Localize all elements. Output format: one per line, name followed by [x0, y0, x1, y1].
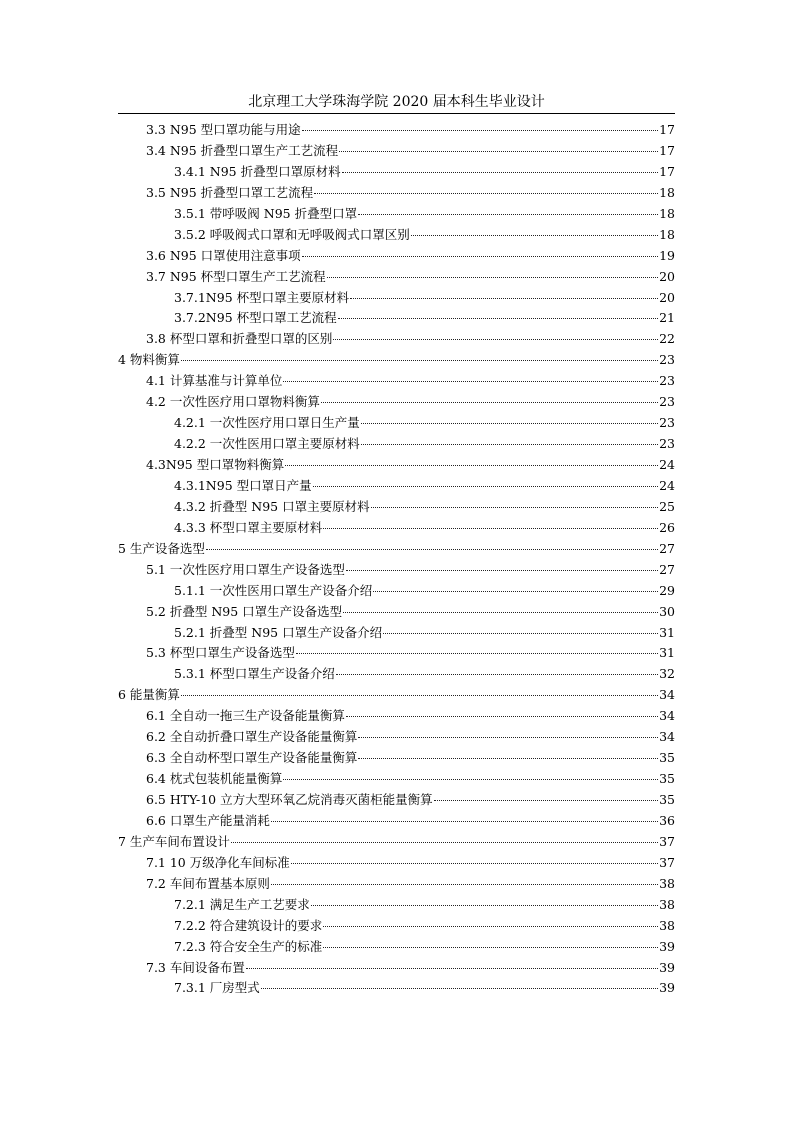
- toc-dot-leader: [323, 528, 658, 529]
- toc-dot-leader: [231, 842, 658, 843]
- toc-dot-leader: [358, 737, 658, 738]
- toc-dot-leader: [321, 402, 658, 403]
- toc-entry[interactable]: [118, 874, 675, 895]
- toc-entry-title: 3.8 杯型口罩和折叠型口罩的区别: [146, 331, 333, 347]
- toc-dot-leader: [383, 633, 658, 634]
- toc-entry[interactable]: [118, 769, 675, 790]
- toc-dot-leader: [336, 674, 658, 675]
- toc-entry[interactable]: [118, 329, 675, 350]
- toc-entry[interactable]: [118, 727, 675, 748]
- toc-entry[interactable]: [118, 120, 675, 141]
- toc-entry-title: 6.3 全自动杯型口罩生产设备能量衡算: [146, 750, 358, 766]
- toc-dot-leader: [323, 926, 658, 927]
- toc-entry-page-number: 34: [659, 729, 675, 745]
- toc-entry[interactable]: [118, 581, 675, 602]
- toc-dot-leader: [338, 318, 658, 319]
- toc-dot-leader: [323, 947, 658, 948]
- toc-entry-page-number: 19: [659, 247, 675, 263]
- toc-entry-page-number: 36: [659, 812, 675, 828]
- toc-entry[interactable]: [118, 267, 675, 288]
- toc-entry-page-number: 20: [659, 289, 675, 305]
- toc-entry-title: 5 生产设备选型: [118, 540, 205, 556]
- toc-dot-leader: [327, 277, 658, 278]
- toc-dot-leader: [350, 298, 658, 299]
- toc-dot-leader: [373, 591, 658, 592]
- toc-entry-page-number: 39: [659, 938, 675, 954]
- toc-entry-title: 5.1 一次性医疗用口罩生产设备选型: [146, 561, 345, 577]
- toc-entry-title: 6.6 口罩生产能量消耗: [146, 812, 270, 828]
- toc-dot-leader: [361, 423, 658, 424]
- toc-entry-page-number: 37: [659, 854, 675, 870]
- toc-entry-title: 4.3.1N95 型口罩日产量: [174, 477, 312, 493]
- toc-entry-title: 4.3.2 折叠型 N95 口罩主要原材料: [174, 498, 370, 514]
- toc-entry[interactable]: [118, 664, 675, 685]
- toc-entry-page-number: 27: [659, 561, 675, 577]
- toc-entry-title: 4.3N95 型口罩物料衡算: [146, 457, 285, 472]
- toc-entry-page-number: 35: [659, 792, 675, 807]
- toc-entry-page-number: 34: [659, 708, 675, 724]
- toc-dot-leader: [371, 507, 659, 508]
- toc-entry[interactable]: [118, 916, 675, 937]
- toc-entry[interactable]: [118, 183, 675, 204]
- toc-entry[interactable]: [118, 602, 675, 623]
- toc-dot-leader: [291, 863, 658, 864]
- toc-entry-title: 4.2 一次性医疗用口罩物料衡算: [146, 394, 320, 410]
- toc-entry[interactable]: [118, 162, 675, 183]
- toc-dot-leader: [181, 360, 658, 361]
- toc-entry-page-number: 39: [659, 980, 675, 996]
- toc-dot-leader: [302, 130, 658, 131]
- toc-dot-leader: [311, 905, 658, 906]
- toc-entry[interactable]: [118, 288, 675, 309]
- toc-dot-leader: [283, 381, 658, 382]
- toc-entry-page-number: 38: [659, 917, 675, 933]
- toc-dot-leader: [411, 235, 658, 236]
- toc-dot-leader: [261, 988, 658, 989]
- toc-dot-leader: [434, 800, 659, 801]
- toc-entry-title: 7.1 10 万级净化车间标准: [146, 854, 290, 870]
- toc-entry-page-number: 18: [659, 226, 675, 242]
- toc-entry-page-number: 20: [659, 268, 675, 284]
- toc-entry[interactable]: [118, 958, 675, 979]
- toc-entry[interactable]: [118, 434, 675, 455]
- toc-entry[interactable]: [118, 978, 675, 999]
- toc-dot-leader: [346, 570, 658, 571]
- toc-entry-title: 6.1 全自动一拖三生产设备能量衡算: [146, 708, 345, 724]
- toc-entry-page-number: 17: [659, 122, 675, 137]
- toc-entry-title: 3.7.1N95 杯型口罩主要原材料: [174, 289, 350, 305]
- toc-entry[interactable]: [118, 371, 675, 392]
- toc-entry[interactable]: [118, 539, 675, 560]
- toc-entry[interactable]: [118, 748, 675, 769]
- toc-entry[interactable]: [118, 246, 675, 267]
- toc-entry-page-number: 35: [659, 771, 675, 787]
- toc-entry-page-number: 32: [659, 666, 675, 682]
- toc-dot-leader: [246, 968, 658, 969]
- toc-entry-page-number: 31: [659, 624, 675, 640]
- toc-entry-title: 5.3.1 杯型口罩生产设备介绍: [174, 666, 335, 682]
- toc-entry-page-number: 38: [659, 875, 675, 891]
- toc-entry-title: 7.2.1 满足生产工艺要求: [174, 896, 310, 912]
- toc-dot-leader: [333, 339, 658, 340]
- toc-entry-title: 3.5.1 带呼吸阀 N95 折叠型口罩: [174, 205, 358, 221]
- table-of-contents: [118, 120, 675, 999]
- toc-entry-page-number: 34: [659, 687, 675, 703]
- toc-entry-title: 3.5.2 呼吸阀式口罩和无呼吸阀式口罩区别: [174, 226, 410, 242]
- toc-dot-leader: [271, 821, 658, 822]
- toc-entry[interactable]: [118, 392, 675, 413]
- toc-entry-title: 3.7 N95 杯型口罩生产工艺流程: [146, 268, 326, 284]
- toc-entry[interactable]: [118, 853, 675, 874]
- toc-entry[interactable]: [118, 643, 675, 664]
- toc-entry[interactable]: [118, 623, 675, 644]
- toc-entry-title: 7.3 车间设备布置: [146, 959, 245, 975]
- toc-entry-page-number: 29: [659, 582, 675, 598]
- toc-dot-leader: [285, 465, 658, 466]
- toc-entry-page-number: 24: [659, 457, 675, 472]
- toc-entry[interactable]: [118, 895, 675, 916]
- toc-entry-page-number: 18: [659, 205, 675, 221]
- toc-dot-leader: [339, 151, 658, 152]
- toc-entry-page-number: 24: [659, 477, 675, 493]
- toc-entry[interactable]: [118, 497, 675, 518]
- toc-entry-page-number: 18: [659, 184, 675, 200]
- toc-entry[interactable]: [118, 455, 675, 476]
- toc-entry[interactable]: [118, 413, 675, 434]
- toc-dot-leader: [346, 716, 658, 717]
- toc-entry[interactable]: [118, 811, 675, 832]
- toc-entry[interactable]: [118, 225, 675, 246]
- toc-dot-leader: [296, 653, 658, 654]
- toc-entry-title: 4.1 计算基准与计算单位: [146, 373, 283, 389]
- toc-entry-title: 6 能量衡算: [118, 687, 180, 703]
- toc-entry-title: 4.3.3 杯型口罩主要原材料: [174, 519, 323, 535]
- toc-dot-leader: [181, 695, 658, 696]
- toc-entry-title: 6.2 全自动折叠口罩生产设备能量衡算: [146, 729, 358, 745]
- toc-entry[interactable]: [118, 350, 675, 371]
- toc-entry[interactable]: [118, 937, 675, 958]
- toc-entry-page-number: 37: [659, 833, 675, 849]
- toc-entry[interactable]: [118, 706, 675, 727]
- toc-entry-title: 3.7.2N95 杯型口罩工艺流程: [174, 310, 337, 326]
- toc-entry-page-number: 23: [659, 415, 675, 431]
- toc-dot-leader: [206, 549, 658, 550]
- toc-entry-title: 7.2.2 符合建筑设计的要求: [174, 917, 323, 933]
- toc-entry-title: 7.2 车间布置基本原则: [146, 875, 270, 891]
- toc-entry[interactable]: [118, 685, 675, 706]
- toc-entry-page-number: 30: [659, 603, 675, 619]
- toc-entry-title: 4.2.2 一次性医用口罩主要原材料: [174, 436, 360, 452]
- toc-entry-page-number: 35: [659, 750, 675, 766]
- toc-entry-title: 3.5 N95 折叠型口罩工艺流程: [146, 184, 314, 200]
- toc-entry-page-number: 17: [659, 163, 675, 179]
- toc-entry[interactable]: [118, 518, 675, 539]
- toc-entry-title: 3.3 N95 型口罩功能与用途: [146, 122, 301, 137]
- toc-entry[interactable]: [118, 560, 675, 581]
- page-header: [118, 91, 675, 114]
- toc-entry-page-number: 21: [659, 310, 675, 326]
- toc-entry-title: 4.2.1 一次性医疗用口罩日生产量: [174, 415, 360, 431]
- toc-entry-title: 6.5 HTY-10 立方大型环氧乙烷消毒灭菌柜能量衡算: [146, 792, 433, 807]
- toc-entry-title: 5.1.1 一次性医用口罩生产设备介绍: [174, 582, 373, 598]
- toc-entry-title: 5.2.1 折叠型 N95 口罩生产设备介绍: [174, 624, 383, 640]
- toc-entry-title: 3.6 N95 口罩使用注意事项: [146, 247, 301, 263]
- toc-entry[interactable]: [118, 832, 675, 853]
- toc-entry-page-number: 23: [659, 373, 675, 389]
- toc-entry-page-number: 22: [659, 331, 675, 347]
- toc-entry-title: 6.4 枕式包装机能量衡算: [146, 771, 283, 787]
- toc-entry-page-number: 23: [659, 436, 675, 452]
- toc-entry[interactable]: [118, 204, 675, 225]
- toc-entry-page-number: 26: [659, 519, 675, 535]
- toc-entry-page-number: 23: [659, 394, 675, 410]
- toc-entry-title: 7.2.3 符合安全生产的标准: [174, 938, 323, 954]
- toc-entry-page-number: 17: [659, 142, 675, 158]
- toc-entry[interactable]: [118, 476, 675, 497]
- toc-entry-page-number: 38: [659, 896, 675, 912]
- toc-dot-leader: [358, 214, 658, 215]
- toc-dot-leader: [361, 444, 658, 445]
- toc-entry-page-number: 25: [659, 498, 675, 514]
- toc-dot-leader: [271, 884, 658, 885]
- toc-entry-title: 3.4.1 N95 折叠型口罩原材料: [174, 163, 341, 179]
- toc-entry-page-number: 23: [659, 352, 675, 368]
- toc-entry[interactable]: [118, 141, 675, 162]
- toc-entry-title: 5.3 杯型口罩生产设备选型: [146, 645, 295, 661]
- toc-dot-leader: [283, 779, 658, 780]
- toc-entry[interactable]: [118, 308, 675, 329]
- toc-dot-leader: [302, 256, 658, 257]
- toc-entry-title: 4 物料衡算: [118, 352, 180, 368]
- toc-entry-title: 3.4 N95 折叠型口罩生产工艺流程: [146, 142, 339, 158]
- toc-entry-page-number: 27: [659, 540, 675, 556]
- toc-entry-title: 7.3.1 厂房型式: [174, 980, 260, 996]
- toc-dot-leader: [343, 612, 658, 613]
- toc-entry-page-number: 31: [659, 645, 675, 661]
- toc-dot-leader: [314, 193, 658, 194]
- toc-dot-leader: [313, 486, 658, 487]
- toc-dot-leader: [358, 758, 658, 759]
- toc-entry-title: 5.2 折叠型 N95 口罩生产设备选型: [146, 603, 343, 619]
- toc-entry-page-number: 39: [659, 959, 675, 975]
- toc-entry[interactable]: [118, 790, 675, 811]
- toc-entry-title: 7 生产车间布置设计: [118, 833, 230, 849]
- header-title: 北京理工大学珠海学院 2020 届本科生毕业设计: [248, 94, 545, 110]
- toc-dot-leader: [342, 172, 658, 173]
